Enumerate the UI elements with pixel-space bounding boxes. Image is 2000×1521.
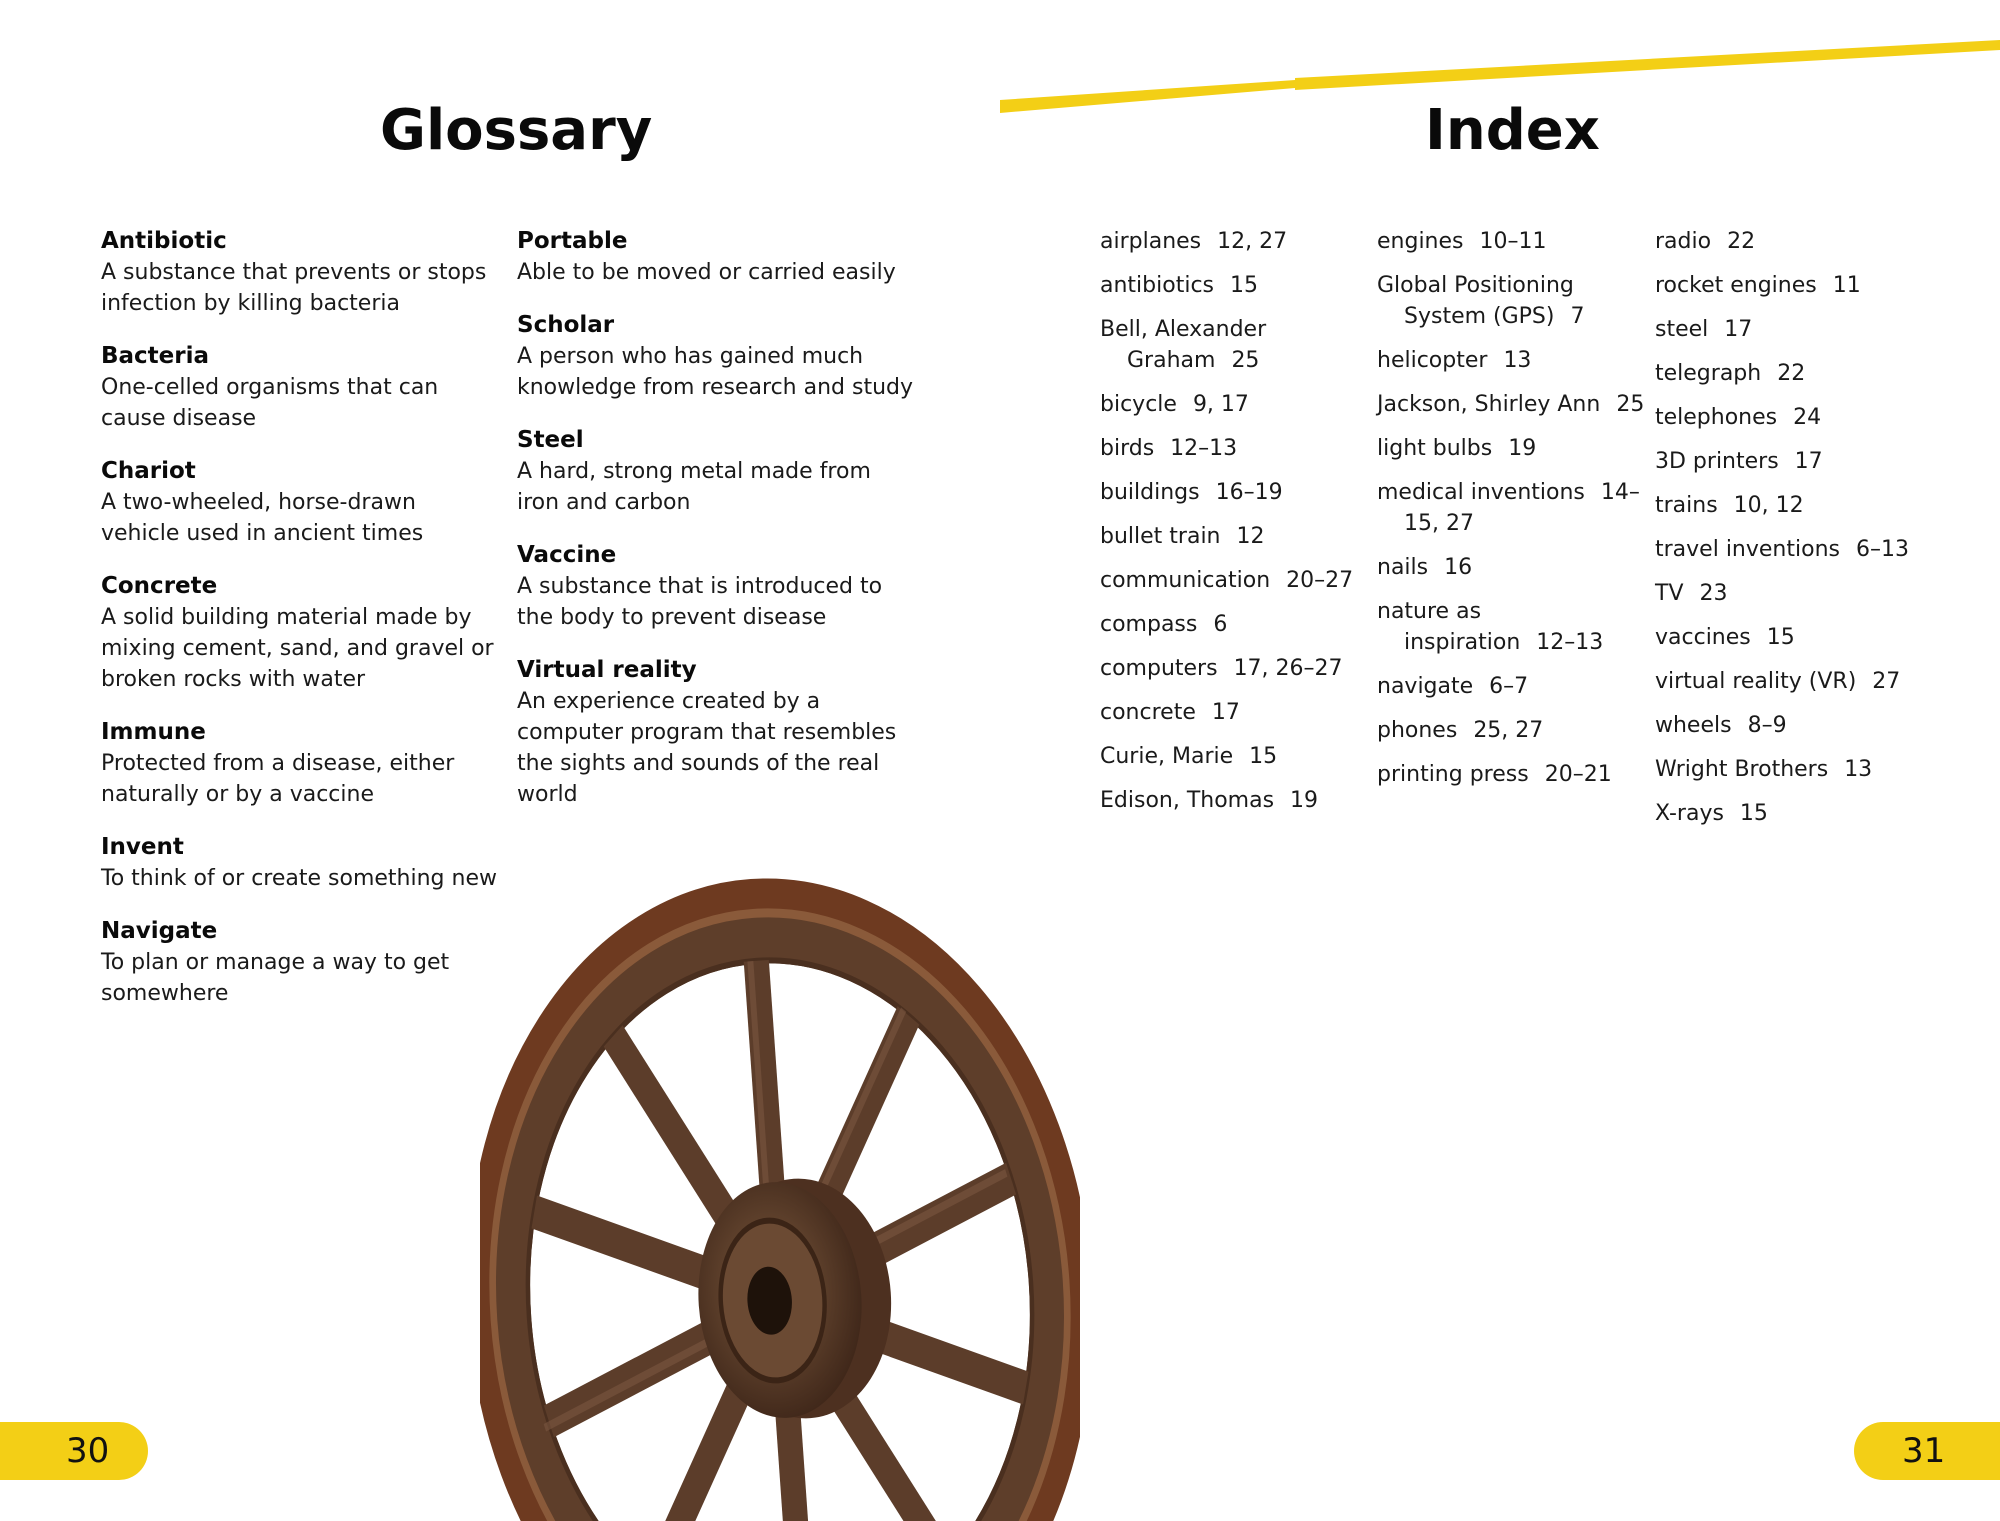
index-term: communication bbox=[1100, 568, 1271, 593]
index-term: nature as inspiration bbox=[1377, 599, 1521, 655]
index-entry bbox=[1377, 477, 1647, 539]
index-term: wheels bbox=[1655, 713, 1732, 738]
index-pages: 19 bbox=[1508, 436, 1537, 461]
index-entry bbox=[1100, 697, 1370, 728]
index-pages: 10, 12 bbox=[1733, 493, 1804, 518]
index-title: Index bbox=[1425, 98, 1600, 163]
index-term: 3D printers bbox=[1655, 449, 1779, 474]
index-entry bbox=[1655, 358, 1925, 389]
index-entry bbox=[1377, 433, 1647, 464]
index-term: trains bbox=[1655, 493, 1718, 518]
index-term: computers bbox=[1100, 656, 1218, 681]
glossary-term: Antibiotic bbox=[101, 228, 227, 254]
index-entry bbox=[1655, 270, 1925, 301]
index-entry bbox=[1377, 226, 1647, 257]
index-pages: 15 bbox=[1230, 273, 1258, 298]
index-term: nails bbox=[1377, 555, 1429, 580]
index-entry bbox=[1100, 609, 1370, 640]
index-pages: 27 bbox=[1872, 669, 1901, 694]
index-entry bbox=[1377, 759, 1647, 790]
index-entry bbox=[1655, 490, 1925, 521]
index-pages: 11 bbox=[1832, 273, 1861, 298]
glossary-entry bbox=[101, 916, 501, 1009]
index-term: telephones bbox=[1655, 405, 1778, 430]
index-term: engines bbox=[1377, 229, 1464, 254]
index-entry bbox=[1100, 785, 1370, 816]
glossary-definition: An experience created by a computer program that resembles the sights and sounds of the real world bbox=[517, 689, 897, 807]
index-entry bbox=[1377, 389, 1647, 420]
index-term: Bell, Alexander Graham bbox=[1100, 317, 1267, 373]
index-pages: 25, 27 bbox=[1473, 718, 1544, 743]
index-pages: 8–9 bbox=[1747, 713, 1787, 738]
index-pages: 13 bbox=[1503, 348, 1532, 373]
index-pages: 6–7 bbox=[1489, 674, 1529, 699]
index-entry bbox=[1100, 389, 1370, 420]
index-pages: 16–19 bbox=[1215, 480, 1283, 505]
glossary-definition: Able to be moved or carried easily bbox=[517, 260, 896, 285]
glossary-entry bbox=[517, 226, 917, 288]
index-term: Curie, Marie bbox=[1100, 744, 1234, 769]
glossary-definition: A substance that is introduced to the body to prevent disease bbox=[517, 574, 883, 630]
index-pages: 24 bbox=[1793, 405, 1822, 430]
index-pages: 15 bbox=[1249, 744, 1278, 769]
index-entry bbox=[1100, 226, 1370, 257]
index-term: telegraph bbox=[1655, 361, 1762, 386]
index-term: X-rays bbox=[1655, 801, 1724, 826]
index-pages: 6–13 bbox=[1855, 537, 1909, 562]
index-pages: 17 bbox=[1724, 317, 1753, 342]
index-entry bbox=[1655, 314, 1925, 345]
page-number-left-text: 30 bbox=[66, 1431, 110, 1471]
index-term: antibiotics bbox=[1100, 273, 1214, 298]
index-pages: 12–13 bbox=[1536, 630, 1604, 655]
page-number-right bbox=[1854, 1422, 2000, 1480]
index-term: Jackson, Shirley Ann bbox=[1377, 392, 1601, 417]
index-entry bbox=[1100, 565, 1370, 596]
index-pages: 16 bbox=[1444, 555, 1473, 580]
index-entry bbox=[1655, 534, 1925, 565]
index-entry bbox=[1655, 622, 1925, 653]
index-term: airplanes bbox=[1100, 229, 1202, 254]
index-entry bbox=[1655, 578, 1925, 609]
index-pages: 12–13 bbox=[1170, 436, 1238, 461]
index-term: virtual reality (VR) bbox=[1655, 669, 1857, 694]
index-pages: 22 bbox=[1727, 229, 1756, 254]
index-pages: 23 bbox=[1699, 581, 1728, 606]
glossary-definition: To think of or create something new bbox=[101, 866, 497, 891]
glossary-entry bbox=[101, 832, 501, 894]
glossary-definition: One-celled organisms that can cause disease bbox=[101, 375, 439, 431]
glossary-term: Portable bbox=[517, 228, 628, 254]
glossary-term: Invent bbox=[101, 834, 184, 860]
index-entry bbox=[1100, 653, 1370, 684]
index-pages: 20–27 bbox=[1286, 568, 1354, 593]
index-pages: 9, 17 bbox=[1192, 392, 1249, 417]
glossary-entry bbox=[517, 540, 917, 633]
glossary-entry bbox=[101, 717, 501, 810]
wagon-wheel-image bbox=[480, 870, 1080, 1521]
index-entry bbox=[1377, 596, 1647, 658]
index-pages: 20–21 bbox=[1544, 762, 1612, 787]
index-pages: 22 bbox=[1777, 361, 1806, 386]
index-entry bbox=[1100, 314, 1370, 376]
glossary-term: Navigate bbox=[101, 918, 218, 944]
index-term: light bulbs bbox=[1377, 436, 1493, 461]
index-term: bicycle bbox=[1100, 392, 1177, 417]
page-number-right-text: 31 bbox=[1902, 1431, 1946, 1471]
index-pages: 17 bbox=[1794, 449, 1823, 474]
index-entry bbox=[1655, 754, 1925, 785]
glossary-definition: A substance that prevents or stops infection by killing bacteria bbox=[101, 260, 487, 316]
index-term: vaccines bbox=[1655, 625, 1751, 650]
index-term: helicopter bbox=[1377, 348, 1488, 373]
index-pages: 17, 26–27 bbox=[1233, 656, 1343, 681]
index-term: rocket engines bbox=[1655, 273, 1817, 298]
glossary-entry bbox=[517, 655, 917, 810]
index-term: Edison, Thomas bbox=[1100, 788, 1275, 813]
glossary-entry bbox=[101, 226, 501, 319]
index-entry bbox=[1100, 433, 1370, 464]
index-pages: 17 bbox=[1211, 700, 1240, 725]
index-entry bbox=[1377, 552, 1647, 583]
glossary-term: Immune bbox=[101, 719, 206, 745]
index-pages: 12, 27 bbox=[1217, 229, 1288, 254]
glossary-term: Chariot bbox=[101, 458, 196, 484]
index-entry bbox=[1100, 521, 1370, 552]
glossary-column-2 bbox=[517, 226, 917, 832]
index-entry bbox=[1655, 666, 1925, 697]
index-term: printing press bbox=[1377, 762, 1529, 787]
index-term: steel bbox=[1655, 317, 1709, 342]
index-term: navigate bbox=[1377, 674, 1474, 699]
index-column-1 bbox=[1100, 226, 1370, 829]
index-entry bbox=[1377, 715, 1647, 746]
index-pages: 13 bbox=[1844, 757, 1873, 782]
index-column-2 bbox=[1377, 226, 1647, 803]
index-term: phones bbox=[1377, 718, 1458, 743]
index-term: TV bbox=[1655, 581, 1684, 606]
index-pages: 15 bbox=[1766, 625, 1795, 650]
index-entry bbox=[1100, 741, 1370, 772]
index-entry bbox=[1655, 710, 1925, 741]
index-column-3 bbox=[1655, 226, 1925, 842]
index-pages: 19 bbox=[1290, 788, 1319, 813]
index-pages: 15 bbox=[1739, 801, 1768, 826]
glossary-title: Glossary bbox=[380, 98, 653, 163]
glossary-definition: A hard, strong metal made from iron and carbon bbox=[517, 459, 871, 515]
glossary-definition: A person who has gained much knowledge from research and study bbox=[517, 344, 913, 400]
index-entry bbox=[1655, 226, 1925, 257]
index-pages: 10–11 bbox=[1479, 229, 1547, 254]
index-term: radio bbox=[1655, 229, 1712, 254]
index-term: travel inventions bbox=[1655, 537, 1840, 562]
right-page bbox=[1000, 0, 2000, 1521]
glossary-term: Concrete bbox=[101, 573, 218, 599]
index-entry bbox=[1655, 402, 1925, 433]
index-term: Global Positioning System (GPS) bbox=[1377, 273, 1574, 329]
index-term: buildings bbox=[1100, 480, 1200, 505]
glossary-entry bbox=[101, 456, 501, 549]
glossary-entry bbox=[517, 310, 917, 403]
index-entry bbox=[1377, 345, 1647, 376]
index-pages: 6 bbox=[1213, 612, 1228, 637]
glossary-term: Vaccine bbox=[517, 542, 617, 568]
index-pages: 25 bbox=[1231, 348, 1260, 373]
index-pages: 7 bbox=[1570, 304, 1585, 329]
page-number-left bbox=[0, 1422, 148, 1480]
index-term: compass bbox=[1100, 612, 1198, 637]
glossary-entry bbox=[517, 425, 917, 518]
index-term: Wright Brothers bbox=[1655, 757, 1829, 782]
glossary-term: Steel bbox=[517, 427, 584, 453]
glossary-definition: Protected from a disease, either naturally or by a vaccine bbox=[101, 751, 455, 807]
index-term: medical inventions bbox=[1377, 480, 1585, 505]
glossary-definition: A two-wheeled, horse-drawn vehicle used in ancient times bbox=[101, 490, 424, 546]
index-entry bbox=[1655, 446, 1925, 477]
index-entry bbox=[1100, 477, 1370, 508]
index-term: bullet train bbox=[1100, 524, 1221, 549]
glossary-term: Virtual reality bbox=[517, 657, 697, 683]
index-pages: 25 bbox=[1616, 392, 1645, 417]
index-entry bbox=[1655, 798, 1925, 829]
index-term: birds bbox=[1100, 436, 1155, 461]
glossary-entry bbox=[101, 341, 501, 434]
glossary-column-1 bbox=[101, 226, 501, 1031]
index-term: concrete bbox=[1100, 700, 1196, 725]
glossary-definition: To plan or manage a way to get somewhere bbox=[101, 950, 450, 1006]
index-pages: 14–15, 27 bbox=[1404, 480, 1640, 536]
index-entry bbox=[1100, 270, 1370, 301]
index-entry bbox=[1377, 270, 1647, 332]
glossary-term: Scholar bbox=[517, 312, 615, 338]
glossary-entry bbox=[101, 571, 501, 695]
index-pages: 12 bbox=[1236, 524, 1265, 549]
index-entry bbox=[1377, 671, 1647, 702]
glossary-term: Bacteria bbox=[101, 343, 210, 369]
glossary-definition: A solid building material made by mixing cement, sand, and gravel or broken rocks with water bbox=[101, 605, 494, 692]
